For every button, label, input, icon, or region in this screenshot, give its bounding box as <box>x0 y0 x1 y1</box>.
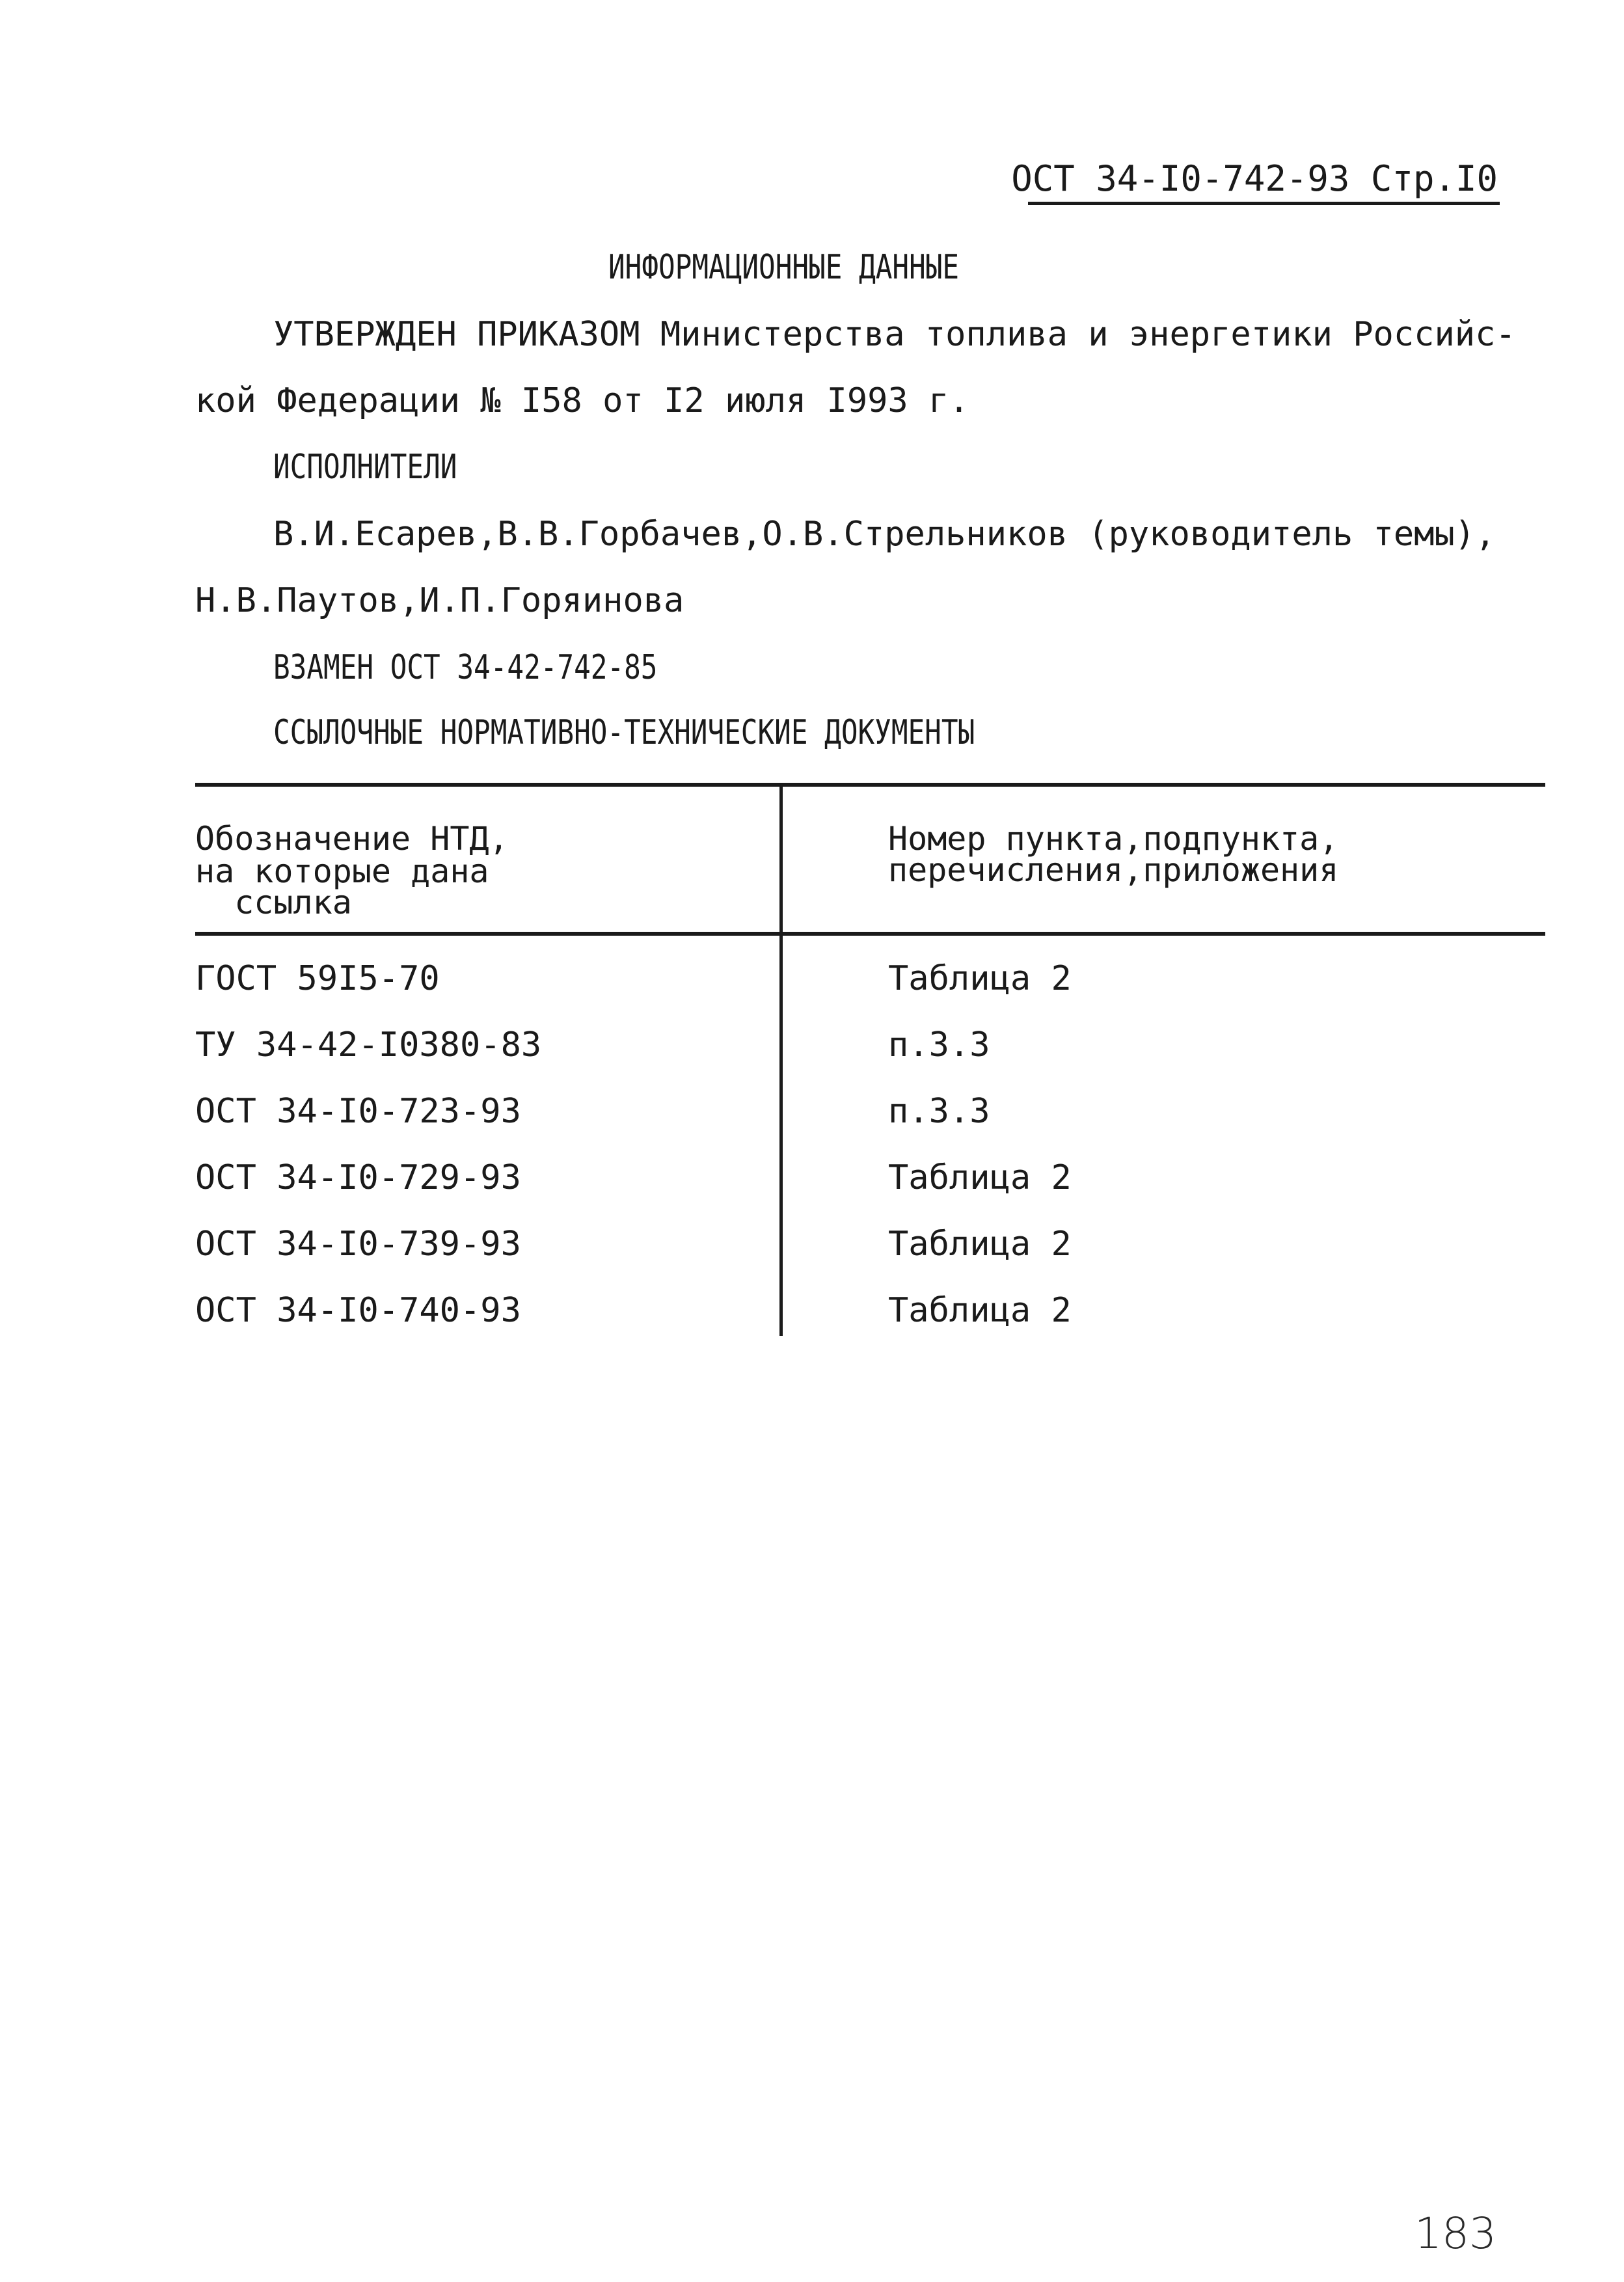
approved-line-2: кой Федерации № I58 от I2 июля I993 г. <box>195 381 969 420</box>
document-code-underline <box>1028 202 1500 205</box>
replaces-line: ВЗАМЕН ОСТ 34-42-742-85 <box>273 648 658 687</box>
info-title: ИНФОРМАЦИОННЫЕ ДАННЫЕ <box>608 248 960 287</box>
row-doc-designation: ОСТ 34-I0-740-93 <box>195 1291 521 1330</box>
header-col1-line: ссылка <box>195 884 352 921</box>
page-number: 183 <box>1414 2208 1496 2259</box>
row-clause-reference: Таблица 2 <box>888 959 1072 998</box>
executors-line-2: Н.В.Паутов,И.П.Горяинова <box>195 581 684 620</box>
row-doc-designation: ОСТ 34-I0-723-93 <box>195 1092 521 1131</box>
row-doc-designation: ОСТ 34-I0-729-93 <box>195 1158 521 1197</box>
executors-line-1: В.И.Есарев,В.В.Горбачев,О.В.Стрельников (руководитель темы), <box>273 515 1496 554</box>
row-doc-designation: ТУ 34-42-I0380-83 <box>195 1026 542 1065</box>
row-doc-designation: ОСТ 34-I0-739-93 <box>195 1225 521 1264</box>
row-clause-reference: Таблица 2 <box>888 1158 1072 1197</box>
row-clause-reference: п.3.3 <box>888 1026 990 1065</box>
approved-line-1: УТВЕРЖДЕН ПРИКАЗОМ Министерства топлива и энергетики Российс- <box>273 315 1516 354</box>
row-doc-designation: ГОСТ 59I5-70 <box>195 959 440 998</box>
table-top-rule <box>195 783 1545 787</box>
row-clause-reference: п.3.3 <box>888 1092 990 1131</box>
header-col1-line: Обозначение НТД, <box>195 820 509 858</box>
executors-heading: ИСПОЛНИТЕЛИ <box>273 448 457 487</box>
header-col1-line: на которые дана <box>195 852 489 890</box>
document-code: ОСТ 34-I0-742-93 Стр.I0 <box>1011 158 1498 199</box>
row-clause-reference: Таблица 2 <box>888 1225 1072 1264</box>
references-heading: ССЫЛОЧНЫЕ НОРМАТИВНО-ТЕХНИЧЕСКИЕ ДОКУМЕНТЫ <box>273 713 975 752</box>
table-header-rule <box>195 932 1545 936</box>
header-col2-line: перечисления,приложения <box>888 851 1339 889</box>
header-col2-line: Номер пункта,подпункта, <box>888 820 1339 858</box>
row-clause-reference: Таблица 2 <box>888 1291 1072 1330</box>
table-column-divider <box>779 783 783 1336</box>
